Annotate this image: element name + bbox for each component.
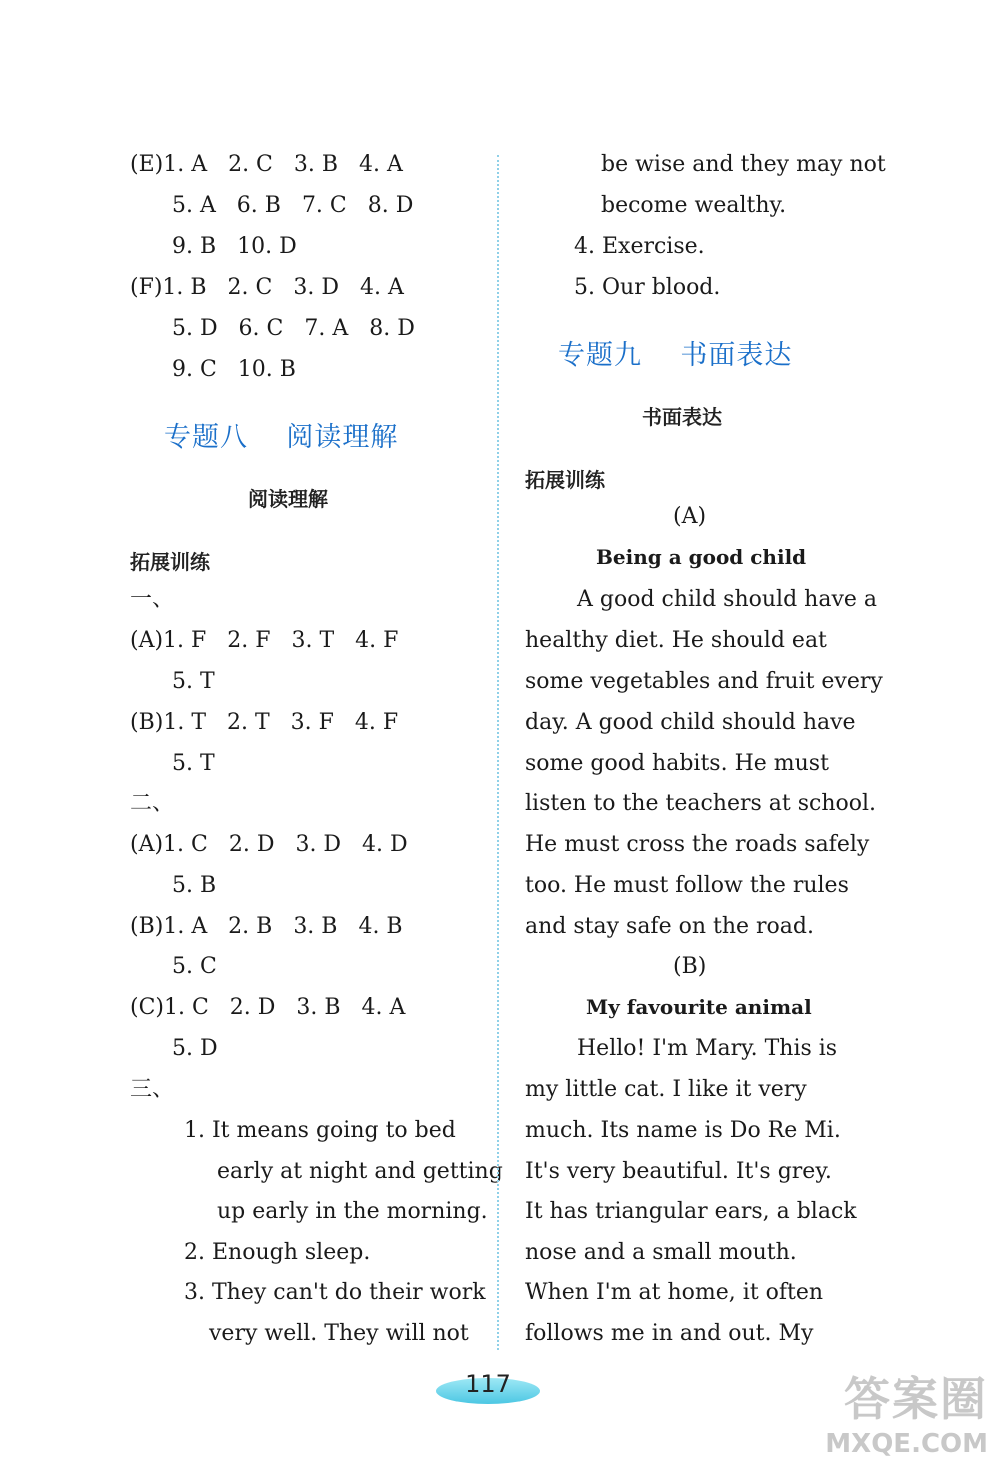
essay-a-line5: some good habits. He must: [525, 751, 829, 776]
answer-line-s2a2: 5. B: [130, 873, 217, 898]
watermark: [825, 1363, 988, 1459]
answer-q3-line2: very well. They will not: [209, 1321, 469, 1346]
essay-b-line8: follows me in and out. My: [525, 1321, 814, 1346]
answer-line-s1a2: 5. T: [130, 669, 215, 694]
answer-line-e2: 5. A 6. B 7. C 8. D: [130, 193, 414, 218]
answer-line-s2a: (A)1. C 2. D 3. D 4. D: [130, 832, 408, 857]
label-extension-right: 拓展训练: [525, 468, 605, 492]
answer-q3-line3: be wise and they may not: [601, 152, 886, 177]
answer-line-f2: 5. D 6. C 7. A 8. D: [130, 316, 415, 341]
essay-b-line7: When I'm at home, it often: [525, 1280, 824, 1305]
essay-b-line2: my little cat. I like it very: [525, 1077, 807, 1102]
essay-a-line8: too. He must follow the rules: [525, 873, 849, 898]
answer-line-s1b: (B)1. T 2. T 3. F 4. F: [130, 710, 399, 735]
answer-q3-line1: 3. They can't do their work: [184, 1280, 486, 1305]
section-one-marker: 一、: [130, 587, 175, 612]
answer-line-e3: 9. B 10. D: [130, 234, 297, 259]
subheading-writing: 书面表达: [642, 405, 722, 429]
answer-line-s2c: (C)1. C 2. D 3. B 4. A: [130, 995, 406, 1020]
essay-b-line1: Hello! I'm Mary. This is: [577, 1036, 838, 1061]
essay-b-line5: It has triangular ears, a black: [525, 1199, 857, 1224]
essay-a-line9: and stay safe on the road.: [525, 914, 814, 939]
section-three-marker: 三、: [130, 1077, 175, 1102]
column-divider: [497, 155, 499, 1350]
section-heading-9: 专题九 书面表达: [558, 340, 793, 371]
answer-line-f3: 9. C 10. B: [130, 357, 296, 382]
page-number: 117: [465, 1370, 511, 1398]
watermark-logo: 答案圈: [844, 1372, 988, 1426]
answer-line-e1: (E)1. A 2. C 3. B 4. A: [130, 152, 403, 177]
essay-a-line3: some vegetables and fruit every: [525, 669, 883, 694]
essay-a-line7: He must cross the roads safely: [525, 832, 870, 857]
answer-q1-line2: early at night and getting: [217, 1159, 503, 1184]
essay-b-title: My favourite animal: [586, 995, 812, 1019]
essay-a-line2: healthy diet. He should eat: [525, 628, 827, 653]
label-extension: 拓展训练: [130, 550, 210, 574]
answer-q5: 5. Our blood.: [574, 275, 721, 300]
answer-line-f1: (F)1. B 2. C 3. D 4. A: [130, 275, 404, 300]
subheading-reading: 阅读理解: [248, 487, 328, 511]
answer-q1-line1: [184, 1111, 474, 1151]
watermark-url: MXQE.COM: [825, 1429, 988, 1459]
answer-line-s1b2: 5. T: [130, 751, 215, 776]
essay-b-line6: nose and a small mouth.: [525, 1240, 797, 1265]
essay-a-line1: A good child should have a: [577, 587, 877, 612]
answer-q1-text1: 1. It means going to bed: [184, 1118, 456, 1143]
answer-line-s2b: (B)1. A 2. B 3. B 4. B: [130, 914, 403, 939]
essay-a-marker: (A): [673, 504, 707, 529]
essay-b-marker: (B): [673, 954, 707, 979]
essay-a-line4: day. A good child should have: [525, 710, 856, 735]
answer-q3-line4: become wealthy.: [601, 193, 787, 218]
section-two-marker: 二、: [130, 791, 175, 816]
essay-a-title: Being a good child: [596, 545, 807, 569]
section-heading-8: 专题八 阅读理解: [164, 422, 399, 453]
answer-q2: 2. Enough sleep.: [184, 1240, 371, 1265]
answer-q4: 4. Exercise.: [574, 234, 705, 259]
essay-a-line6: listen to the teachers at school.: [525, 791, 877, 816]
answer-line-s1a: (A)1. F 2. F 3. T 4. F: [130, 628, 399, 653]
essay-b-line4: It's very beautiful. It's grey.: [525, 1159, 832, 1184]
essay-b-line3: much. Its name is Do Re Mi.: [525, 1118, 841, 1143]
answer-line-s2c2: 5. D: [130, 1036, 218, 1061]
answer-line-s2b2: 5. C: [130, 954, 217, 979]
answer-q1-line3: up early in the morning.: [217, 1199, 488, 1224]
